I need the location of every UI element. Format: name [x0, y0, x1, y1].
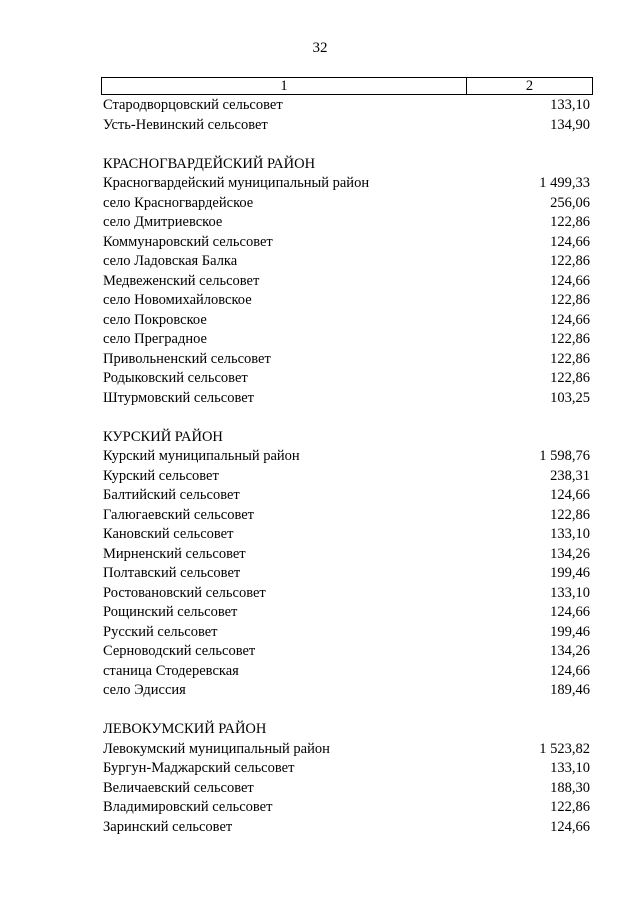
settlement-name: село Преградное: [103, 331, 207, 347]
table-row: [103, 447, 593, 467]
settlement-value: 124,66: [550, 272, 590, 289]
table-row: [103, 525, 593, 545]
settlement-value: 122,86: [550, 292, 590, 308]
section-spacer: [103, 135, 593, 155]
settlement-name: Коммунаровский сельсовет: [103, 233, 273, 250]
table-row: [103, 486, 593, 506]
table-row: [103, 96, 593, 116]
settlement-value: 103,25: [550, 389, 590, 406]
settlement-value: 122,86: [550, 350, 590, 367]
table-row: [103, 779, 593, 799]
settlement-name: Левокумский муниципальный район: [103, 740, 330, 757]
settlement-value: 122,86: [550, 214, 590, 230]
settlement-value: 133,10: [550, 526, 590, 542]
table-row: [103, 330, 593, 350]
table-header: [101, 77, 593, 95]
settlement-name: Кановский сельсовет: [103, 526, 234, 542]
table-row: [103, 564, 593, 584]
section-spacer: [103, 408, 593, 428]
settlement-value: 1 598,76: [539, 448, 590, 464]
settlement-name: Балтийский сельсовет: [103, 487, 240, 503]
settlement-name: село Новомихайловское: [103, 292, 252, 308]
settlement-name: село Покровское: [103, 311, 207, 328]
settlement-name: Красногвардейский муниципальный район: [103, 175, 370, 191]
settlement-name: село Эдиссия: [103, 682, 186, 698]
settlement-name: Рощинский сельсовет: [103, 604, 238, 620]
table-row: [103, 759, 593, 779]
settlement-value: 133,10: [550, 760, 590, 776]
table-row: [103, 545, 593, 565]
settlement-name: Владимировский сельсовет: [103, 799, 273, 815]
settlement-name: Родыковский сельсовет: [103, 370, 248, 386]
settlement-value: 1 499,33: [539, 175, 590, 191]
table-row: [103, 369, 593, 389]
settlement-value: 134,90: [550, 116, 590, 133]
table-row: [103, 116, 593, 136]
settlement-value: 188,30: [550, 779, 590, 796]
table-row: [103, 740, 593, 760]
settlement-value: 122,86: [550, 370, 590, 386]
settlement-value: 124,66: [550, 233, 590, 250]
settlement-value: 122,86: [550, 331, 590, 347]
settlement-value: 199,46: [550, 623, 590, 640]
settlement-name: Штурмовский сельсовет: [103, 389, 254, 406]
settlement-name: Курский муниципальный район: [103, 448, 300, 464]
settlement-value: 124,66: [550, 487, 590, 503]
table-row: [103, 584, 593, 604]
settlement-name: Бургун-Маджарский сельсовет: [103, 760, 295, 776]
settlement-name: Русский сельсовет: [103, 623, 218, 640]
table-row: [103, 623, 593, 643]
table-row: [103, 662, 593, 682]
settlement-value: 124,66: [550, 604, 590, 620]
settlement-name: Полтавский сельсовет: [103, 565, 241, 581]
table-row: [103, 252, 593, 272]
settlement-value: 124,66: [550, 818, 590, 835]
table-row: [103, 681, 593, 701]
settlement-value: 133,10: [550, 584, 590, 601]
settlement-name: Привольненский сельсовет: [103, 350, 271, 367]
settlement-name: село Красногвардейское: [103, 194, 254, 211]
table-row: [103, 506, 593, 526]
page-number: 32: [312, 40, 328, 56]
settlement-name: Галюгаевский сельсовет: [103, 506, 254, 523]
settlement-value: 124,66: [550, 311, 590, 328]
settlement-value: 124,66: [550, 662, 590, 679]
district-heading: КРАСНОГВАРДЕЙСКИЙ РАЙОН: [103, 155, 316, 172]
settlement-name: село Дмитриевское: [103, 214, 223, 230]
table-row: [103, 291, 593, 311]
settlement-value: 1 523,82: [539, 740, 590, 757]
table-row: [103, 389, 593, 409]
settlement-name: Курский сельсовет: [103, 467, 219, 484]
section-spacer: [103, 701, 593, 721]
header-col-2: 2: [525, 78, 534, 94]
settlement-name: Усть-Невинский сельсовет: [103, 116, 268, 133]
table-row: [103, 818, 593, 838]
table-row: [103, 350, 593, 370]
settlement-value: 134,26: [550, 643, 590, 659]
settlement-name: Заринский сельсовет: [103, 818, 233, 835]
table-row: [103, 311, 593, 331]
settlement-name: станица Стодеревская: [103, 662, 239, 679]
settlement-value: 134,26: [550, 545, 590, 562]
table-row: [103, 272, 593, 292]
table-row: [103, 642, 593, 662]
district-heading: ЛЕВОКУМСКИЙ РАЙОН: [103, 721, 267, 737]
table-row: [103, 213, 593, 233]
table-row: [103, 233, 593, 253]
settlement-value: 238,31: [550, 467, 590, 484]
settlement-name: Ростовановский сельсовет: [103, 584, 266, 601]
settlement-value: 256,06: [550, 194, 590, 211]
settlement-value: 199,46: [550, 565, 590, 581]
table-row: [103, 467, 593, 487]
settlement-name: Мирненский сельсовет: [103, 545, 246, 562]
settlement-name: село Ладовская Балка: [103, 253, 238, 269]
table-body: [103, 96, 593, 837]
header-col-1: 1: [102, 78, 467, 94]
table-row: [103, 603, 593, 623]
settlement-name: Серноводский сельсовет: [103, 643, 256, 659]
settlement-value: 122,86: [550, 799, 590, 815]
settlement-value: 133,10: [550, 97, 590, 113]
settlement-value: 122,86: [550, 253, 590, 269]
settlement-value: 122,86: [550, 506, 590, 523]
settlement-value: 189,46: [550, 682, 590, 698]
table-row: [103, 194, 593, 214]
settlement-name: Стародворцовский сельсовет: [103, 97, 283, 113]
settlement-name: Величаевский сельсовет: [103, 779, 254, 796]
table-row: [103, 174, 593, 194]
settlement-name: Медвеженский сельсовет: [103, 272, 260, 289]
table-row: [103, 798, 593, 818]
district-heading: КУРСКИЙ РАЙОН: [103, 428, 223, 445]
